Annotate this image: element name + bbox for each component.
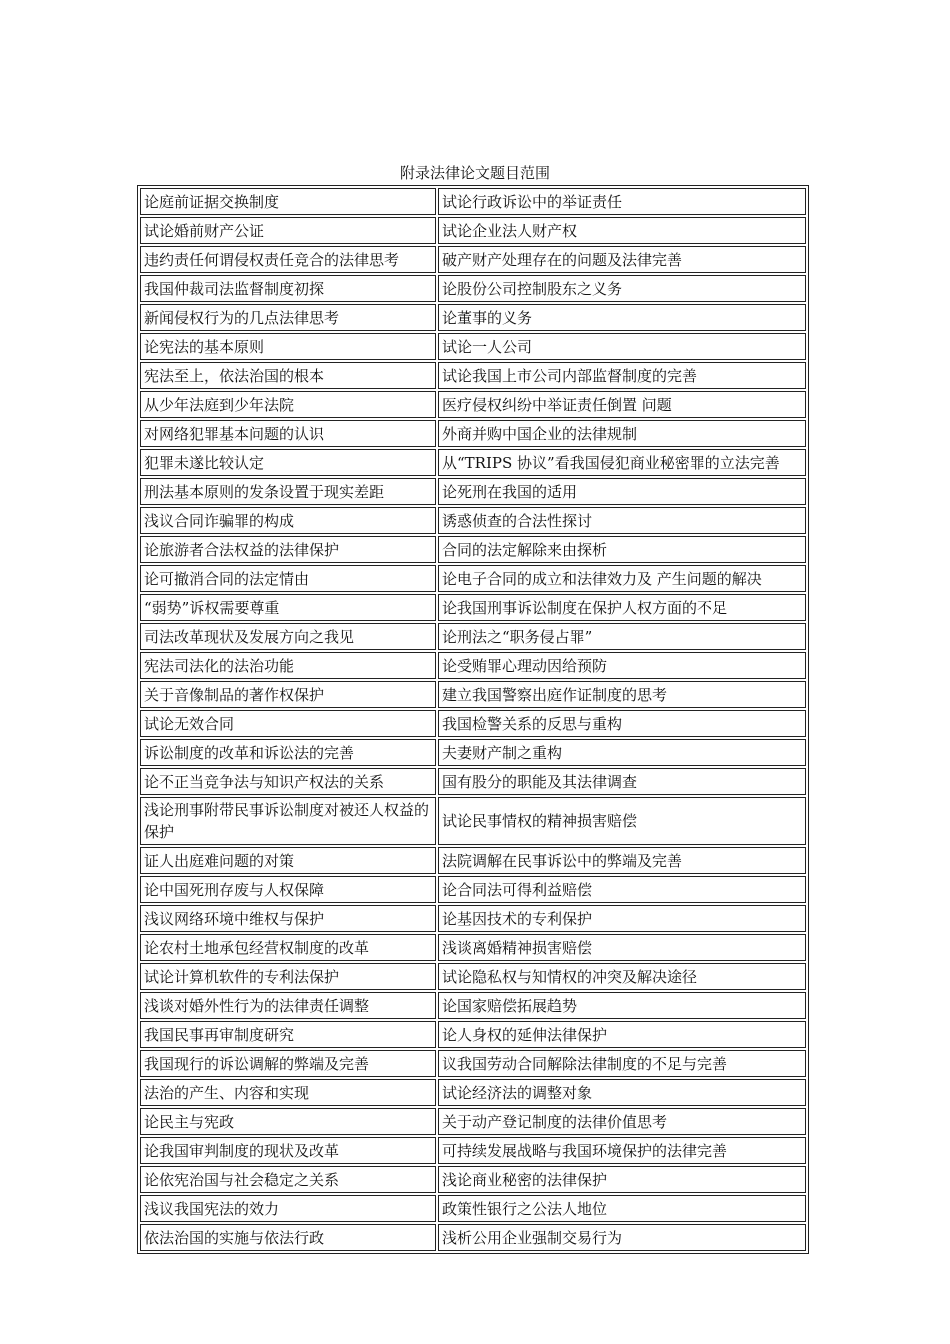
topic-cell-left: 浅议合同诈骗罪的构成 bbox=[140, 507, 436, 534]
topic-cell-left: 宪法至上，依法治国的根本 bbox=[140, 362, 436, 389]
topic-cell-right: 医疗侵权纠纷中举证责任倒置 问题 bbox=[438, 391, 806, 418]
topic-cell-right: 试论行政诉讼中的举证责任 bbox=[438, 188, 806, 215]
topic-cell-left: 论旅游者合法权益的法律保护 bbox=[140, 536, 436, 563]
topic-cell-left: 论宪法的基本原则 bbox=[140, 333, 436, 360]
topic-cell-left: 宪法司法化的法治功能 bbox=[140, 652, 436, 679]
topic-cell-right: 论死刑在我国的适用 bbox=[438, 478, 806, 505]
table-row bbox=[140, 1050, 806, 1077]
topic-cell-left: 新闻侵权行为的几点法律思考 bbox=[140, 304, 436, 331]
table-row bbox=[140, 1195, 806, 1222]
table-row bbox=[140, 739, 806, 766]
topic-cell-right: 建立我国警察出庭作证制度的思考 bbox=[438, 681, 806, 708]
topic-cell-left: 从少年法庭到少年法院 bbox=[140, 391, 436, 418]
page-title: 附录法律论文题目范围 bbox=[399, 164, 550, 182]
topic-cell-right: 合同的法定解除来由探析 bbox=[438, 536, 806, 563]
table-row bbox=[140, 652, 806, 679]
table-row bbox=[140, 963, 806, 990]
topic-cell-right: 可持续发展战略与我国环境保护的法律完善 bbox=[438, 1137, 806, 1164]
topic-cell-right: 浅析公用企业强制交易行为 bbox=[438, 1224, 806, 1251]
topic-cell-left: 论我国审判制度的现状及改革 bbox=[140, 1137, 436, 1164]
table-row bbox=[140, 905, 806, 932]
topic-cell-left: 试论婚前财产公证 bbox=[140, 217, 436, 244]
topic-cell-right: 试论企业法人财产权 bbox=[438, 217, 806, 244]
topics-table-body bbox=[140, 188, 806, 1251]
table-row bbox=[140, 362, 806, 389]
topic-cell-left: 犯罪未遂比较认定 bbox=[140, 449, 436, 476]
topic-cell-left: 关于音像制品的著作权保护 bbox=[140, 681, 436, 708]
topic-cell-left: 证人出庭难问题的对策 bbox=[140, 847, 436, 874]
topic-cell-left: 浅议网络环境中维权与保护 bbox=[140, 905, 436, 932]
table-row bbox=[140, 594, 806, 621]
topic-cell-left: 浅论刑事附带民事诉讼制度对被还人权益的保护 bbox=[140, 797, 436, 845]
table-row bbox=[140, 1137, 806, 1164]
topic-cell-left: 司法改革现状及发展方向之我见 bbox=[140, 623, 436, 650]
topic-cell-left: 浅谈对婚外性行为的法律责任调整 bbox=[140, 992, 436, 1019]
topic-cell-left: 论可撤消合同的法定情由 bbox=[140, 565, 436, 592]
topic-cell-right: 浅谈离婚精神损害赔偿 bbox=[438, 934, 806, 961]
table-row bbox=[140, 1224, 806, 1251]
topic-cell-left: 违约责任何谓侵权责任竞合的法律思考 bbox=[140, 246, 436, 273]
table-row bbox=[140, 391, 806, 418]
topic-cell-left: 我国仲裁司法监督制度初探 bbox=[140, 275, 436, 302]
topic-cell-right: 试论隐私权与知情权的冲突及解决途径 bbox=[438, 963, 806, 990]
topics-table bbox=[137, 185, 809, 1254]
topic-cell-right: 诱惑侦查的合法性探讨 bbox=[438, 507, 806, 534]
topic-cell-left: 浅议我国宪法的效力 bbox=[140, 1195, 436, 1222]
topic-cell-right: 议我国劳动合同解除法律制度的不足与完善 bbox=[438, 1050, 806, 1077]
table-row bbox=[140, 478, 806, 505]
table-row bbox=[140, 275, 806, 302]
topic-cell-left: 对网络犯罪基本问题的认识 bbox=[140, 420, 436, 447]
topic-cell-right: 试论民事情权的精神损害赔偿 bbox=[438, 797, 806, 845]
topic-cell-right: 政策性银行之公法人地位 bbox=[438, 1195, 806, 1222]
table-row bbox=[140, 797, 806, 845]
topic-cell-left: 刑法基本原则的发条设置于现实差距 bbox=[140, 478, 436, 505]
table-row bbox=[140, 768, 806, 795]
topic-cell-right: 论国家赔偿拓展趋势 bbox=[438, 992, 806, 1019]
topic-cell-right: 论合同法可得利益赔偿 bbox=[438, 876, 806, 903]
table-row bbox=[140, 507, 806, 534]
table-row bbox=[140, 681, 806, 708]
table-row bbox=[140, 188, 806, 215]
topic-cell-left: 诉讼制度的改革和诉讼法的完善 bbox=[140, 739, 436, 766]
table-row bbox=[140, 1079, 806, 1106]
table-row bbox=[140, 934, 806, 961]
topic-cell-right: 论人身权的延伸法律保护 bbox=[438, 1021, 806, 1048]
table-row bbox=[140, 992, 806, 1019]
topic-cell-right: 我国检警关系的反思与重构 bbox=[438, 710, 806, 737]
table-row bbox=[140, 1166, 806, 1193]
topic-cell-right: 试论一人公司 bbox=[438, 333, 806, 360]
topic-cell-left: 试论计算机软件的专利法保护 bbox=[140, 963, 436, 990]
table-row bbox=[140, 565, 806, 592]
topic-cell-right: 夫妻财产制之重构 bbox=[438, 739, 806, 766]
table-row bbox=[140, 420, 806, 447]
table-row bbox=[140, 246, 806, 273]
topic-cell-left: 论民主与宪政 bbox=[140, 1108, 436, 1135]
topic-cell-right: 法院调解在民事诉讼中的弊端及完善 bbox=[438, 847, 806, 874]
table-row bbox=[140, 536, 806, 563]
topic-cell-right: 从“TRIPS 协议”看我国侵犯商业秘密罪的立法完善 bbox=[438, 449, 806, 476]
topic-cell-left: 依法治国的实施与依法行政 bbox=[140, 1224, 436, 1251]
topic-cell-left: 法治的产生、内容和实现 bbox=[140, 1079, 436, 1106]
topic-cell-right: 国有股分的职能及其法律调查 bbox=[438, 768, 806, 795]
table-row bbox=[140, 623, 806, 650]
topic-cell-left: 论庭前证据交换制度 bbox=[140, 188, 436, 215]
table-row bbox=[140, 710, 806, 737]
topic-cell-right: 论电子合同的成立和法律效力及 产生问题的解决 bbox=[438, 565, 806, 592]
topic-cell-left: 论农村土地承包经营权制度的改革 bbox=[140, 934, 436, 961]
table-row bbox=[140, 876, 806, 903]
topic-cell-left: 论依宪治国与社会稳定之关系 bbox=[140, 1166, 436, 1193]
table-row bbox=[140, 1108, 806, 1135]
table-row bbox=[140, 1021, 806, 1048]
table-row bbox=[140, 847, 806, 874]
topic-cell-right: 论受贿罪心理动因给预防 bbox=[438, 652, 806, 679]
topic-cell-left: 论中国死刑存废与人权保障 bbox=[140, 876, 436, 903]
topic-cell-right: 破产财产处理存在的问题及法律完善 bbox=[438, 246, 806, 273]
table-row bbox=[140, 304, 806, 331]
topic-cell-right: 浅论商业秘密的法律保护 bbox=[438, 1166, 806, 1193]
topic-cell-right: 外商并购中国企业的法律规制 bbox=[438, 420, 806, 447]
topic-cell-right: 论股份公司控制股东之义务 bbox=[438, 275, 806, 302]
topic-cell-right: 关于动产登记制度的法律价值思考 bbox=[438, 1108, 806, 1135]
topic-cell-left: “弱势”诉权需要尊重 bbox=[140, 594, 436, 621]
topic-cell-left: 试论无效合同 bbox=[140, 710, 436, 737]
topic-cell-right: 论我国刑事诉讼制度在保护人权方面的不足 bbox=[438, 594, 806, 621]
topic-cell-left: 我国现行的诉讼调解的弊端及完善 bbox=[140, 1050, 436, 1077]
table-row bbox=[140, 217, 806, 244]
topic-cell-right: 论董事的义务 bbox=[438, 304, 806, 331]
topic-cell-left: 我国民事再审制度研究 bbox=[140, 1021, 436, 1048]
topic-cell-right: 试论经济法的调整对象 bbox=[438, 1079, 806, 1106]
table-row bbox=[140, 333, 806, 360]
topic-cell-right: 论基因技术的专利保护 bbox=[438, 905, 806, 932]
topic-cell-right: 论刑法之“职务侵占罪” bbox=[438, 623, 806, 650]
topic-cell-left: 论不正当竞争法与知识产权法的关系 bbox=[140, 768, 436, 795]
table-row bbox=[140, 449, 806, 476]
topic-cell-right: 试论我国上市公司内部监督制度的完善 bbox=[438, 362, 806, 389]
